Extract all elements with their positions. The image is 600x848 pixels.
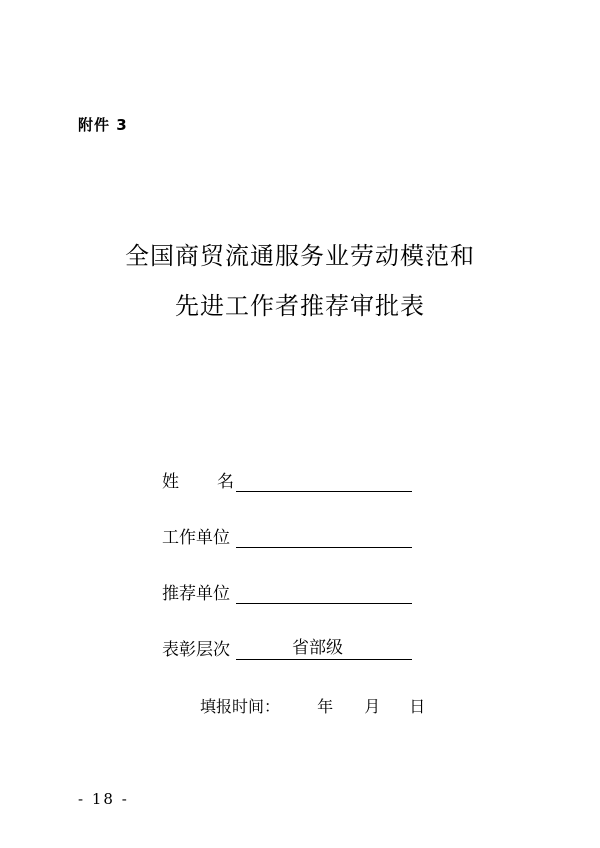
fill-date-month: 月 (364, 697, 381, 716)
name-label-char-2: 名 (217, 472, 234, 492)
attachment-label: 附件 3 (78, 116, 128, 134)
recommend-unit-blank-line[interactable] (236, 583, 412, 604)
work-unit-field (162, 524, 412, 548)
fill-date-year: 年 (317, 697, 334, 716)
page-number: - 18 - (78, 790, 129, 808)
honor-level-field (162, 636, 412, 660)
honor-level-blank-line[interactable] (236, 639, 412, 660)
name-field (162, 468, 412, 492)
fill-date-label: 填报时间： (200, 697, 281, 716)
name-label-char-1: 姓 (162, 472, 179, 492)
fill-date-row (200, 694, 425, 717)
honor-level-label: 表彰层次 (162, 640, 230, 660)
fill-date-day: 日 (409, 697, 426, 716)
recommend-unit-label: 推荐单位 (162, 584, 230, 604)
form-title-line-2: 先进工作者推荐审批表 (175, 292, 425, 320)
form-title-line-1: 全国商贸流通服务业劳动模范和 (125, 242, 475, 270)
honor-level-value: 省部级 (292, 638, 343, 658)
work-unit-blank-line[interactable] (236, 527, 412, 548)
recommend-unit-field (162, 580, 412, 604)
name-blank-line[interactable] (236, 471, 412, 492)
name-label (162, 467, 234, 492)
work-unit-label: 工作单位 (162, 528, 230, 548)
